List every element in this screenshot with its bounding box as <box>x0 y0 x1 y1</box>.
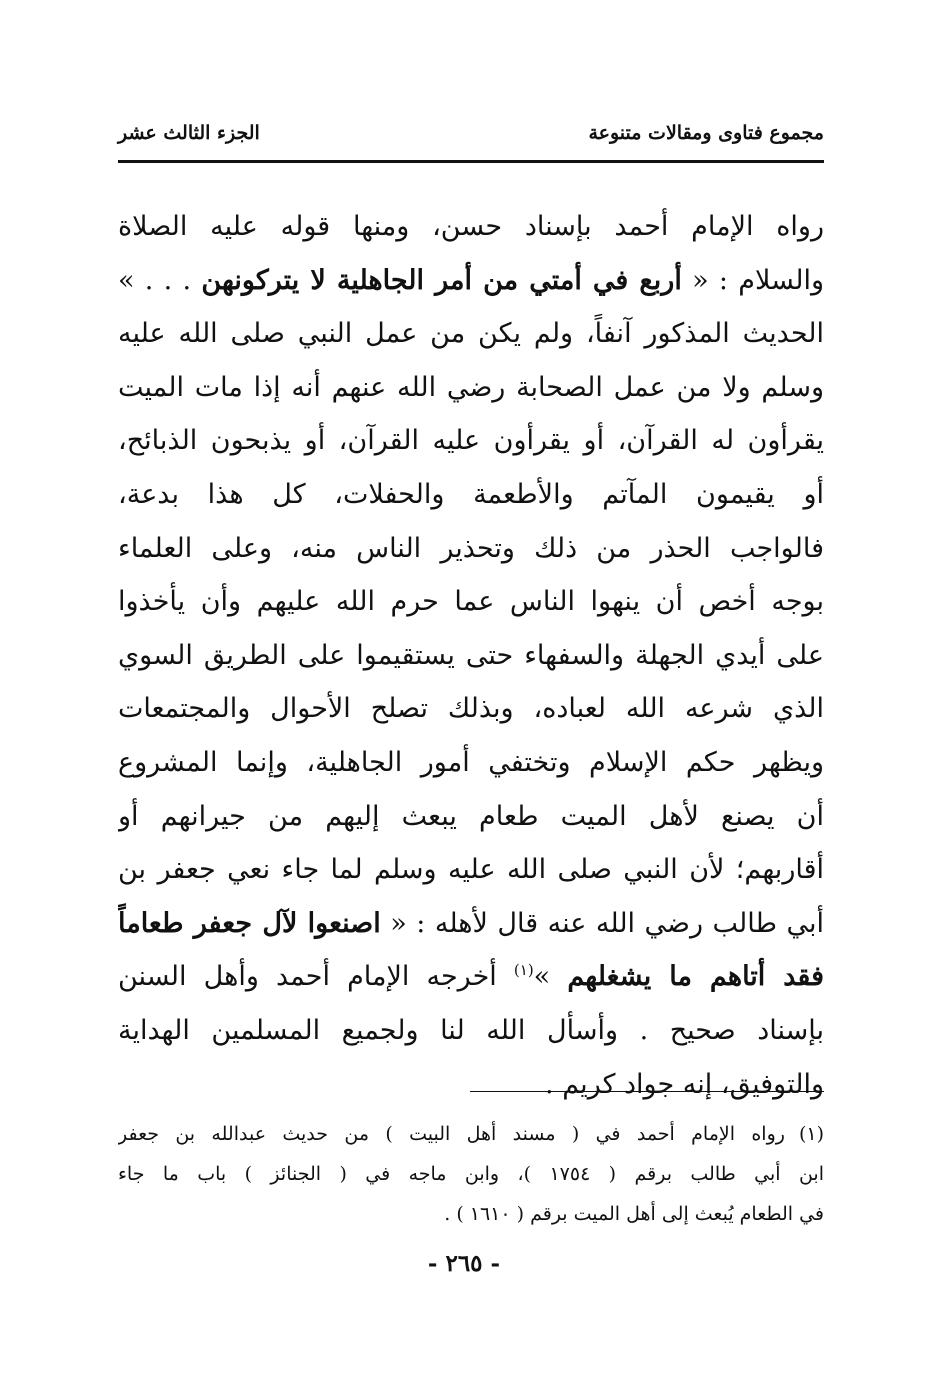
footnote-divider <box>470 1091 824 1092</box>
footnote-ref: (١) <box>513 961 534 980</box>
body-text-run: ويظهر حكم الإسلام وتختفي أمور الجاهلية، وإنما المشروع <box>118 746 824 778</box>
body-text-run: » <box>533 961 568 993</box>
body-text-run: أخرجه الإمام أحمد وأهل السنن <box>118 961 514 993</box>
body-line <box>118 897 824 951</box>
hadith-quote: اصنعوا لآل جعفر طعاماً <box>118 907 381 939</box>
body-text-run: بإسناد صحيح . وأسأل الله لنا ولجميع المسلمين الهداية <box>118 1014 824 1046</box>
body-line <box>118 468 824 522</box>
body-text-run: أو يقيمون المآتم والأطعمة والحفلات، كل هذا بدعة، <box>118 478 824 510</box>
body-text-run: فالواجب الحذر من ذلك وتحذير الناس منه، وعلى العلماء <box>118 532 824 564</box>
footnote-line <box>118 1194 824 1234</box>
header-divider <box>118 160 824 163</box>
body-line <box>118 414 824 468</box>
body-line <box>118 843 824 897</box>
body-line <box>118 950 824 1004</box>
volume-label: الجزء الثالث عشر <box>118 122 260 144</box>
body-line <box>118 361 824 415</box>
body-text-run: وسلم ولا من عمل الصحابة رضي الله عنهم أنه إذا مات الميت <box>118 371 824 403</box>
body-line <box>118 736 824 790</box>
body-text-run: بوجه أخص أن ينهوا الناس عما حرم الله عليهم وأن يأخذوا <box>118 586 824 618</box>
body-line <box>118 1058 824 1112</box>
body-line <box>118 307 824 361</box>
footnote-line <box>118 1114 824 1154</box>
body-text-run: أقاربهم؛ لأن النبي صلى الله عليه وسلم لما جاء نعي جعفر بن <box>118 854 824 886</box>
book-title: مجموع فتاوى ومقالات متنوعة <box>588 122 824 144</box>
footnote-text: رواه الإمام أحمد في ( مسند أهل البيت ) من حديث عبدالله بن جعفر <box>118 1123 785 1145</box>
body-line <box>118 682 824 736</box>
body-text-run: رواه الإمام أحمد بإسناد حسن، ومنها قوله عليه الصلاة <box>118 211 824 242</box>
body-line <box>118 200 824 254</box>
footnote-number: (١) <box>798 1123 824 1145</box>
body-text-run: على أيدي الجهلة والسفهاء حتى يستقيموا على الطريق السوي <box>118 639 824 671</box>
footnote-text: في الطعام يُبعث إلى أهل الميت برقم ( ١٦١٠ ) . <box>444 1203 824 1225</box>
body-line <box>118 1004 824 1058</box>
body-text-run: والسلام : « <box>681 264 824 296</box>
body-text-run: والتوفيق، إنه جواد كريم . <box>545 1068 824 1100</box>
hadith-quote: أربع في أمتي من أمر الجاهلية لا يتركونهن <box>201 264 682 296</box>
body-text-run: الحديث المذكور آنفاً، ولم يكن من عمل النبي صلى الله عليه <box>118 318 824 350</box>
footnote-text: ابن أبي طالب برقم ( ١٧٥٤ )، وابن ماجه في ( الجنائز ) باب ما جاء <box>118 1163 824 1185</box>
page-number: - ٢٦٥ - <box>427 1250 501 1277</box>
body-line <box>118 790 824 844</box>
body-text-run: أبي طالب رضي الله عنه قال لأهله : « <box>380 907 824 939</box>
body-line <box>118 575 824 629</box>
body-line <box>118 629 824 683</box>
body-text-run: الذي شرعه الله لعباده، وبذلك تصلح الأحوال والمجتمعات <box>118 693 824 725</box>
hadith-quote: فقد أتاهم ما يشغلهم <box>567 961 824 993</box>
running-header <box>118 122 824 156</box>
body-text-run: أن يصنع لأهل الميت طعام يبعث إليهم من جيرانهم أو <box>118 800 824 832</box>
footnote-line <box>118 1154 824 1194</box>
main-text <box>118 200 824 1111</box>
body-text-run: . . . » <box>118 264 202 296</box>
body-line <box>118 522 824 576</box>
body-text-run: يقرأون له القرآن، أو يقرأون عليه القرآن، أو يذبحون الذبائح، <box>118 425 824 457</box>
footnotes <box>118 1114 824 1234</box>
body-line <box>118 254 824 308</box>
